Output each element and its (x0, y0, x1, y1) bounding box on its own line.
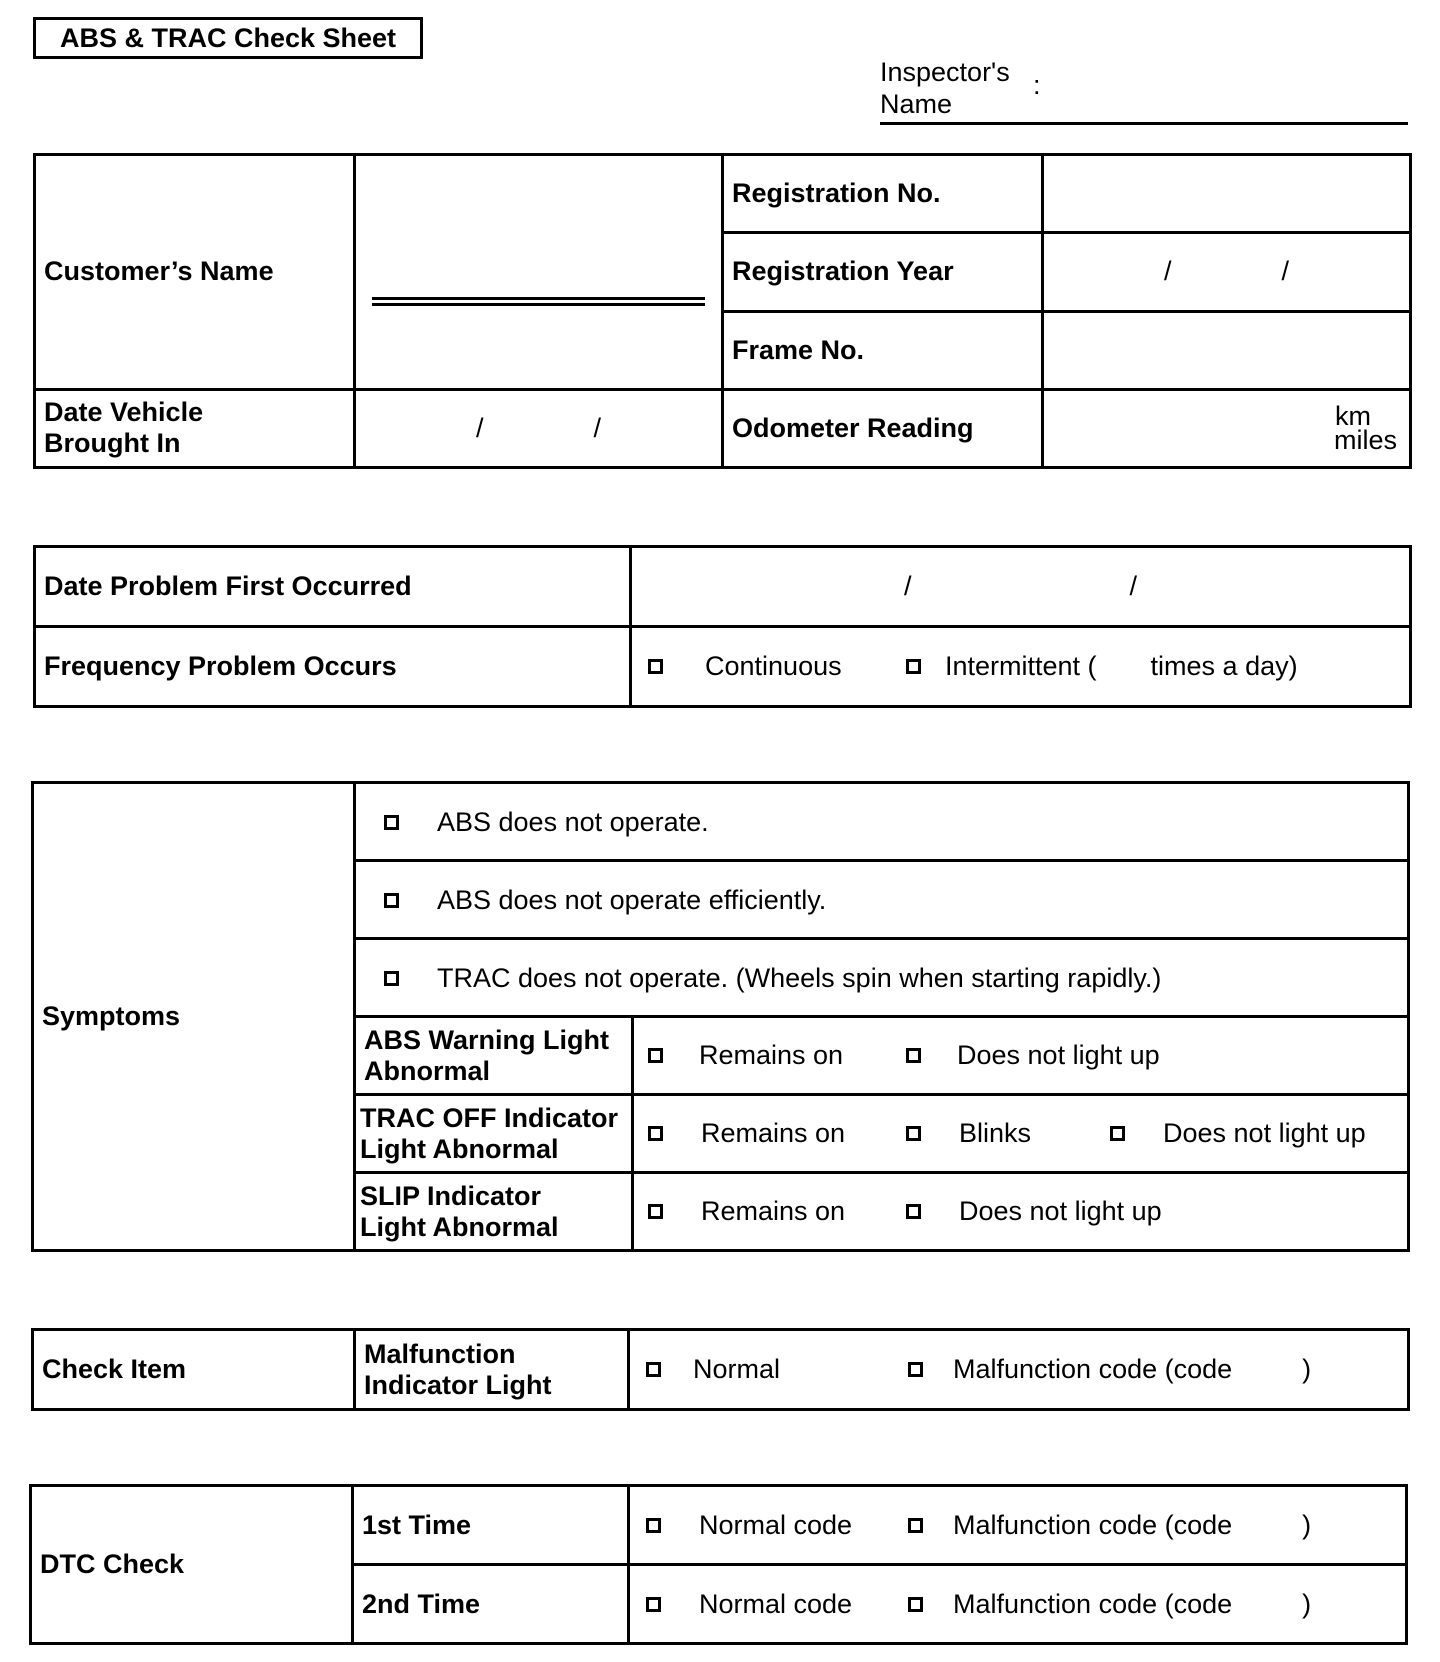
trac-not-operate-checkbox[interactable] (384, 971, 399, 986)
date-brought-in-slashes: / / (475, 412, 602, 443)
mil-options (629, 1330, 1409, 1410)
dtc-first-malfunction[interactable]: Malfunction code (code ) (908, 1510, 1311, 1541)
continuous-checkbox[interactable] (648, 659, 663, 674)
abs-warning-no-light[interactable]: Does not light up (906, 1040, 1160, 1071)
odometer-field[interactable] (1043, 389, 1411, 467)
registration-no-label: Registration No. (723, 155, 1043, 233)
abs-warning-remains-on-checkbox[interactable] (648, 1048, 663, 1063)
frequency-options (631, 627, 1411, 707)
dtc-second-time-options (629, 1565, 1407, 1644)
symptoms-table (31, 781, 1410, 1252)
dtc-second-normal-checkbox[interactable] (646, 1597, 661, 1612)
slip-remains-on[interactable]: Remains on (648, 1196, 906, 1227)
abs-warning-no-light-checkbox[interactable] (906, 1048, 921, 1063)
dtc-second-malfunction[interactable]: Malfunction code (code ) (908, 1589, 1311, 1620)
abs-warning-light-options (633, 1017, 1409, 1095)
trac-not-operate-row[interactable]: TRAC does not operate. (Wheels spin when starting rapidly.) (355, 939, 1409, 1017)
registration-year-slashes: / / (1163, 256, 1290, 287)
intermittent-option[interactable]: Intermittent ( times a day) (906, 651, 1298, 682)
trac-off-indicator-label: TRAC OFF Indicator Light Abnormal (355, 1095, 633, 1173)
intermittent-checkbox[interactable] (906, 659, 921, 674)
date-first-occurred-field[interactable] (631, 547, 1411, 627)
dtc-first-time-label: 1st Time (353, 1486, 629, 1565)
mil-normal-checkbox[interactable] (646, 1362, 661, 1377)
registration-year-label: Registration Year (723, 233, 1043, 311)
trac-off-no-light-checkbox[interactable] (1110, 1126, 1125, 1141)
trac-off-remains-on-checkbox[interactable] (648, 1126, 663, 1141)
abs-not-efficient-row[interactable]: ABS does not operate efficiently. (355, 861, 1409, 939)
check-item-label: Check Item (33, 1330, 355, 1410)
slip-indicator-label: SLIP Indicator Light Abnormal (355, 1173, 633, 1251)
mil-malfunction[interactable]: Malfunction code (code ) (908, 1354, 1311, 1385)
date-first-occurred-slashes: / / (903, 571, 1138, 601)
inspector-name-label: Inspector's Name (880, 57, 1010, 119)
slip-no-light[interactable]: Does not light up (906, 1196, 1162, 1227)
check-item-table (31, 1328, 1410, 1411)
slip-indicator-options (633, 1173, 1409, 1251)
trac-off-no-light[interactable]: Does not light up (1110, 1118, 1366, 1149)
dtc-first-normal[interactable]: Normal code (646, 1510, 908, 1541)
trac-off-options (633, 1095, 1409, 1173)
abs-not-efficient-checkbox[interactable] (384, 893, 399, 908)
dtc-second-malfunction-checkbox[interactable] (908, 1597, 923, 1612)
date-brought-in-label: Date Vehicle Brought In (35, 389, 355, 467)
mil-malfunction-checkbox[interactable] (908, 1362, 923, 1377)
date-first-occurred-label: Date Problem First Occurred (35, 547, 631, 627)
dtc-first-malfunction-checkbox[interactable] (908, 1518, 923, 1533)
slip-remains-on-checkbox[interactable] (648, 1204, 663, 1219)
odometer-label: Odometer Reading (723, 389, 1043, 467)
inspector-name-field[interactable] (880, 122, 1408, 125)
symptoms-label: Symptoms (33, 783, 355, 1251)
vehicle-info-table (33, 153, 1412, 469)
abs-warning-light-label: ABS Warning Light Abnormal (355, 1017, 633, 1095)
customer-name-double-line (372, 297, 705, 306)
trac-off-blinks-checkbox[interactable] (906, 1126, 921, 1141)
frame-no-field[interactable] (1043, 311, 1411, 389)
inspector-colon: : (1033, 70, 1041, 100)
customer-name-label: Customer’s Name (35, 155, 355, 390)
slip-no-light-checkbox[interactable] (906, 1204, 921, 1219)
customer-name-field[interactable] (355, 155, 723, 390)
dtc-second-time-label: 2nd Time (353, 1565, 629, 1644)
dtc-second-normal[interactable]: Normal code (646, 1589, 908, 1620)
frame-no-label: Frame No. (723, 311, 1043, 389)
registration-no-field[interactable] (1043, 155, 1411, 233)
abs-not-operate-checkbox[interactable] (384, 815, 399, 830)
dtc-first-time-options (629, 1486, 1407, 1565)
mil-label: Malfunction Indicator Light (355, 1330, 629, 1410)
dtc-first-normal-checkbox[interactable] (646, 1518, 661, 1533)
date-brought-in-field[interactable] (355, 389, 723, 467)
registration-year-field[interactable] (1043, 233, 1411, 311)
problem-table (33, 545, 1412, 708)
mil-normal[interactable]: Normal (646, 1354, 908, 1385)
continuous-option[interactable]: Continuous (648, 651, 906, 682)
trac-off-remains-on[interactable]: Remains on (648, 1118, 906, 1149)
abs-not-operate-row[interactable]: ABS does not operate. (355, 783, 1409, 861)
dtc-check-label: DTC Check (31, 1486, 353, 1644)
abs-warning-remains-on[interactable]: Remains on (648, 1040, 906, 1071)
odometer-units: km miles (1333, 401, 1397, 456)
trac-off-blinks[interactable]: Blinks (906, 1118, 1110, 1149)
frequency-label: Frequency Problem Occurs (35, 627, 631, 707)
sheet-title: ABS & TRAC Check Sheet (33, 17, 423, 59)
dtc-check-table (29, 1484, 1408, 1645)
